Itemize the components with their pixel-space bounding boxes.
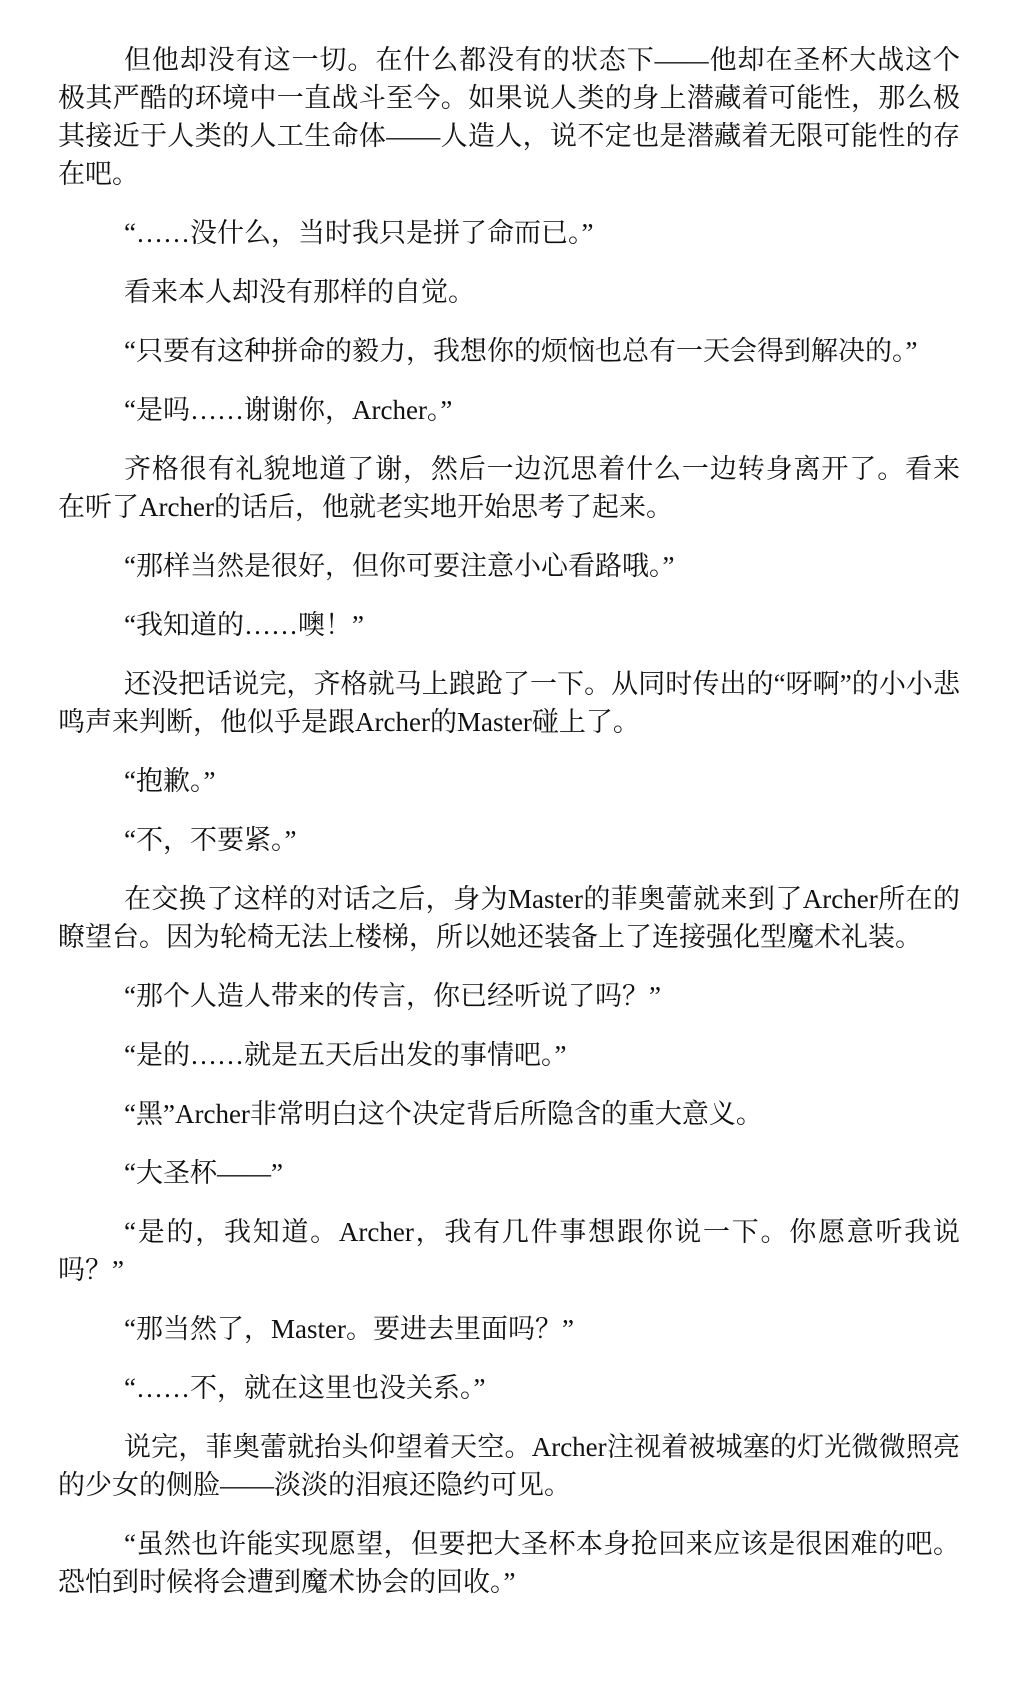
paragraph-dialogue: “虽然也许能实现愿望，但要把大圣杯本身抢回来应该是很困难的吧。恐怕到时候将会遭到魔术协会的回收。” (58, 1529, 960, 1597)
paragraph-dialogue: “抱歉。” (124, 766, 216, 796)
paragraph: 在交换了这样的对话之后，身为Master的菲奥蕾就来到了Archer所在的瞭望台。因为轮椅无法上楼梯，所以她还装备上了连接强化型魔术礼装。 (58, 884, 960, 952)
paragraph-dialogue: “只要有这种拼命的毅力，我想你的烦恼也总有一天会得到解决的。” (124, 336, 918, 366)
paragraph-dialogue: “……不，就在这里也没关系。” (124, 1373, 486, 1403)
paragraph-dialogue: “那当然了，Master。要进去里面吗？” (124, 1314, 574, 1344)
paragraph-dialogue: “那样当然是很好，但你可要注意小心看路哦。” (124, 551, 675, 581)
paragraph-dialogue: “我知道的……噢！” (124, 610, 364, 640)
paragraph: 还没把话说完，齐格就马上踉跄了一下。从同时传出的“呀啊”的小小悲鸣声来判断，他似乎是跟Archer的Master碰上了。 (58, 669, 960, 737)
paragraph: 但他却没有这一切。在什么都没有的状态下——他却在圣杯大战这个极其严酷的环境中一直战斗至今。如果说人类的身上潜藏着可能性，那么极其接近于人类的人工生命体——人造人，说不定也是潜藏着无限可能性的存在吧。 (58, 45, 960, 189)
paragraph-dialogue: “那个人造人带来的传言，你已经听说了吗？” (124, 981, 661, 1011)
paragraph-dialogue: “……没什么，当时我只是拼了命而已。” (124, 218, 594, 248)
paragraph-dialogue: “不，不要紧。” (124, 825, 297, 855)
paragraph: 齐格很有礼貌地道了谢，然后一边沉思着什么一边转身离开了。看来在听了Archer的话后，他就老实地开始思考了起来。 (58, 454, 960, 522)
paragraph-dialogue: “是的……就是五天后出发的事情吧。” (124, 1040, 567, 1070)
paragraph: 看来本人却没有那样的自觉。 (124, 277, 475, 307)
paragraph-dialogue: “大圣杯——” (124, 1158, 283, 1188)
paragraph-dialogue: “是的，我知道。Archer，我有几件事想跟你说一下。你愿意听我说吗？” (58, 1217, 960, 1285)
paragraph: 说完，菲奥蕾就抬头仰望着天空。Archer注视着被城塞的灯光微微照亮的少女的侧脸——淡淡的泪痕还隐约可见。 (58, 1432, 960, 1500)
paragraph-dialogue: “是吗……谢谢你，Archer。” (124, 395, 453, 425)
paragraph: “黑”Archer非常明白这个决定背后所隐含的重大意义。 (124, 1099, 763, 1129)
